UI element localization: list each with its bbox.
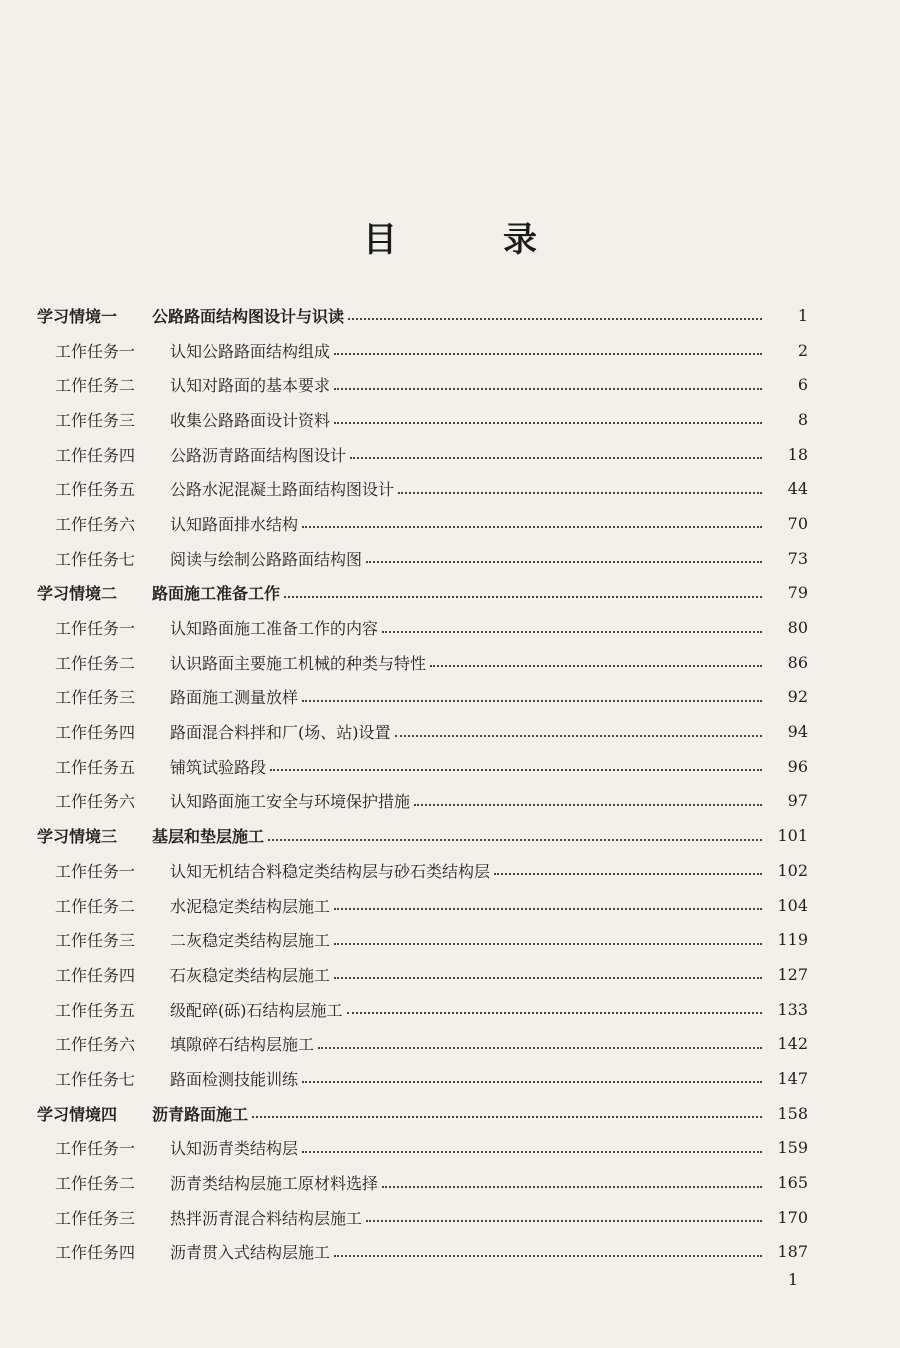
toc-task[interactable] <box>0 1235 900 1270</box>
task-label: 工作任务三 <box>55 931 136 951</box>
task-label: 工作任务三 <box>55 410 136 430</box>
section-title: 沥青路面施工 <box>152 1104 249 1124</box>
toc-section-1[interactable] <box>0 298 900 333</box>
toc-task[interactable] <box>0 333 900 368</box>
task-title: 公路沥青路面结构图设计 <box>170 445 347 465</box>
dot-leader <box>430 665 762 667</box>
task-label: 工作任务六 <box>55 792 136 812</box>
section-title: 基层和垫层施工 <box>152 827 265 847</box>
toc-task[interactable] <box>0 1026 900 1061</box>
task-page-number: 86 <box>787 652 808 672</box>
toc-task[interactable] <box>0 610 900 645</box>
task-page-number: 18 <box>787 444 808 464</box>
task-title: 二灰稳定类结构层施工 <box>170 931 331 951</box>
task-title: 认知路面排水结构 <box>170 514 299 534</box>
task-title: 公路水泥混凝土路面结构图设计 <box>170 480 395 500</box>
task-title: 填隙碎石结构层施工 <box>170 1035 315 1055</box>
toc-task[interactable] <box>0 680 900 715</box>
task-title: 认知无机结合料稳定类结构层与砂石类结构层 <box>170 861 491 881</box>
table-of-contents <box>0 298 900 1269</box>
task-label: 工作任务一 <box>55 619 136 639</box>
task-page-number: 94 <box>787 722 808 742</box>
toc-task[interactable] <box>0 1061 900 1096</box>
task-page-number: 96 <box>787 756 808 776</box>
dot-leader <box>366 1220 762 1222</box>
task-label: 工作任务三 <box>55 1208 136 1228</box>
task-page-number: 97 <box>787 791 808 811</box>
task-title: 沥青贯入式结构层施工 <box>170 1243 331 1263</box>
task-title: 认知对路面的基本要求 <box>170 376 331 396</box>
task-label: 工作任务四 <box>55 723 136 743</box>
task-title: 认知路面施工安全与环境保护措施 <box>170 792 411 812</box>
task-page-number: 102 <box>777 860 808 880</box>
section-title: 公路路面结构图设计与识读 <box>152 306 345 326</box>
section-page-number: 1 <box>797 305 808 325</box>
dot-leader <box>284 596 762 598</box>
task-page-number: 6 <box>797 375 808 395</box>
toc-task[interactable] <box>0 645 900 680</box>
toc-task[interactable] <box>0 437 900 472</box>
section-page-number: 79 <box>787 583 808 603</box>
dot-leader <box>395 735 763 737</box>
dot-leader <box>252 1116 762 1118</box>
task-title: 认知公路路面结构组成 <box>170 341 331 361</box>
task-title: 沥青类结构层施工原材料选择 <box>170 1174 379 1194</box>
dot-leader <box>302 1081 762 1083</box>
dot-leader <box>382 1186 762 1188</box>
task-title: 路面检测技能训练 <box>170 1069 299 1089</box>
dot-leader <box>334 908 762 910</box>
toc-task[interactable] <box>0 402 900 437</box>
section-label: 学习情境二 <box>37 584 118 604</box>
task-title: 路面混合料拌和厂(场、站)设置 <box>170 723 391 743</box>
task-page-number: 104 <box>777 895 808 915</box>
toc-task[interactable] <box>0 922 900 957</box>
toc-section-4[interactable] <box>0 1096 900 1131</box>
task-page-number: 8 <box>797 409 808 429</box>
dot-leader <box>350 457 762 459</box>
task-title: 水泥稳定类结构层施工 <box>170 896 331 916</box>
toc-section-2[interactable] <box>0 576 900 611</box>
task-page-number: 80 <box>787 618 808 638</box>
task-title: 热拌沥青混合料结构层施工 <box>170 1208 363 1228</box>
task-label: 工作任务一 <box>55 1139 136 1159</box>
task-title: 级配碎(砾)石结构层施工 <box>170 1000 343 1020</box>
task-label: 工作任务七 <box>55 1069 136 1089</box>
dot-leader <box>302 700 762 702</box>
task-title: 认知路面施工准备工作的内容 <box>170 619 379 639</box>
task-label: 工作任务二 <box>55 1174 136 1194</box>
toc-task[interactable] <box>0 853 900 888</box>
toc-task[interactable] <box>0 1165 900 1200</box>
task-label: 工作任务四 <box>55 445 136 465</box>
task-page-number: 2 <box>797 340 808 360</box>
task-label: 工作任务四 <box>55 965 136 985</box>
toc-task[interactable] <box>0 957 900 992</box>
toc-task[interactable] <box>0 992 900 1027</box>
dot-leader <box>366 561 762 563</box>
dot-leader <box>334 977 762 979</box>
task-label: 工作任务一 <box>55 341 136 361</box>
task-page-number: 159 <box>777 1138 808 1158</box>
task-page-number: 187 <box>777 1242 808 1262</box>
task-label: 工作任务二 <box>55 653 136 673</box>
task-label: 工作任务二 <box>55 376 136 396</box>
section-label: 学习情境三 <box>37 827 118 847</box>
task-page-number: 70 <box>787 513 808 533</box>
task-page-number: 73 <box>787 548 808 568</box>
dot-leader <box>347 1012 763 1014</box>
dot-leader <box>302 526 762 528</box>
task-title: 阅读与绘制公路路面结构图 <box>170 549 363 569</box>
dot-leader <box>334 388 762 390</box>
task-title: 认知沥青类结构层 <box>170 1139 299 1159</box>
task-page-number: 44 <box>787 479 808 499</box>
task-page-number: 170 <box>777 1207 808 1227</box>
section-label: 学习情境一 <box>37 306 118 326</box>
toc-task[interactable] <box>0 749 900 784</box>
dot-leader <box>334 1255 762 1257</box>
toc-task[interactable] <box>0 367 900 402</box>
task-label: 工作任务五 <box>55 757 136 777</box>
toc-task[interactable] <box>0 506 900 541</box>
dot-leader <box>318 1047 762 1049</box>
task-page-number: 133 <box>777 999 808 1019</box>
task-title: 路面施工测量放样 <box>170 688 299 708</box>
page-title: 目 录 <box>363 220 573 260</box>
task-label: 工作任务五 <box>55 480 136 500</box>
toc-task[interactable] <box>0 888 900 923</box>
toc-task[interactable] <box>0 471 900 506</box>
toc-task[interactable] <box>0 714 900 749</box>
toc-task[interactable] <box>0 1200 900 1235</box>
task-label: 工作任务七 <box>55 549 136 569</box>
task-label: 工作任务六 <box>55 1035 136 1055</box>
toc-task[interactable] <box>0 1131 900 1166</box>
dot-leader <box>302 1151 762 1153</box>
section-title: 路面施工准备工作 <box>152 584 281 604</box>
task-label: 工作任务六 <box>55 514 136 534</box>
toc-task[interactable] <box>0 784 900 819</box>
dot-leader <box>494 873 762 875</box>
task-label: 工作任务二 <box>55 896 136 916</box>
section-label: 学习情境四 <box>37 1104 118 1124</box>
dot-leader <box>348 318 762 320</box>
task-title: 收集公路路面设计资料 <box>170 410 331 430</box>
dot-leader <box>334 422 762 424</box>
dot-leader <box>334 353 762 355</box>
task-page-number: 119 <box>777 930 808 950</box>
dot-leader <box>414 804 762 806</box>
toc-section-3[interactable] <box>0 818 900 853</box>
dot-leader <box>398 492 762 494</box>
dot-leader <box>334 943 762 945</box>
toc-task[interactable] <box>0 541 900 576</box>
task-page-number: 147 <box>777 1068 808 1088</box>
task-page-number: 92 <box>787 687 808 707</box>
task-page-number: 165 <box>777 1173 808 1193</box>
dot-leader <box>382 631 762 633</box>
task-title: 石灰稳定类结构层施工 <box>170 965 331 985</box>
dot-leader <box>268 839 762 841</box>
dot-leader <box>270 769 762 771</box>
task-label: 工作任务三 <box>55 688 136 708</box>
task-title: 认识路面主要施工机械的种类与特性 <box>170 653 427 673</box>
section-page-number: 158 <box>777 1103 808 1123</box>
task-label: 工作任务一 <box>55 861 136 881</box>
footer-page-number: 1 <box>788 1270 799 1289</box>
task-page-number: 127 <box>777 964 808 984</box>
task-label: 工作任务五 <box>55 1000 136 1020</box>
task-title: 铺筑试验路段 <box>170 757 267 777</box>
task-page-number: 142 <box>777 1034 808 1054</box>
section-page-number: 101 <box>777 826 808 846</box>
task-label: 工作任务四 <box>55 1243 136 1263</box>
